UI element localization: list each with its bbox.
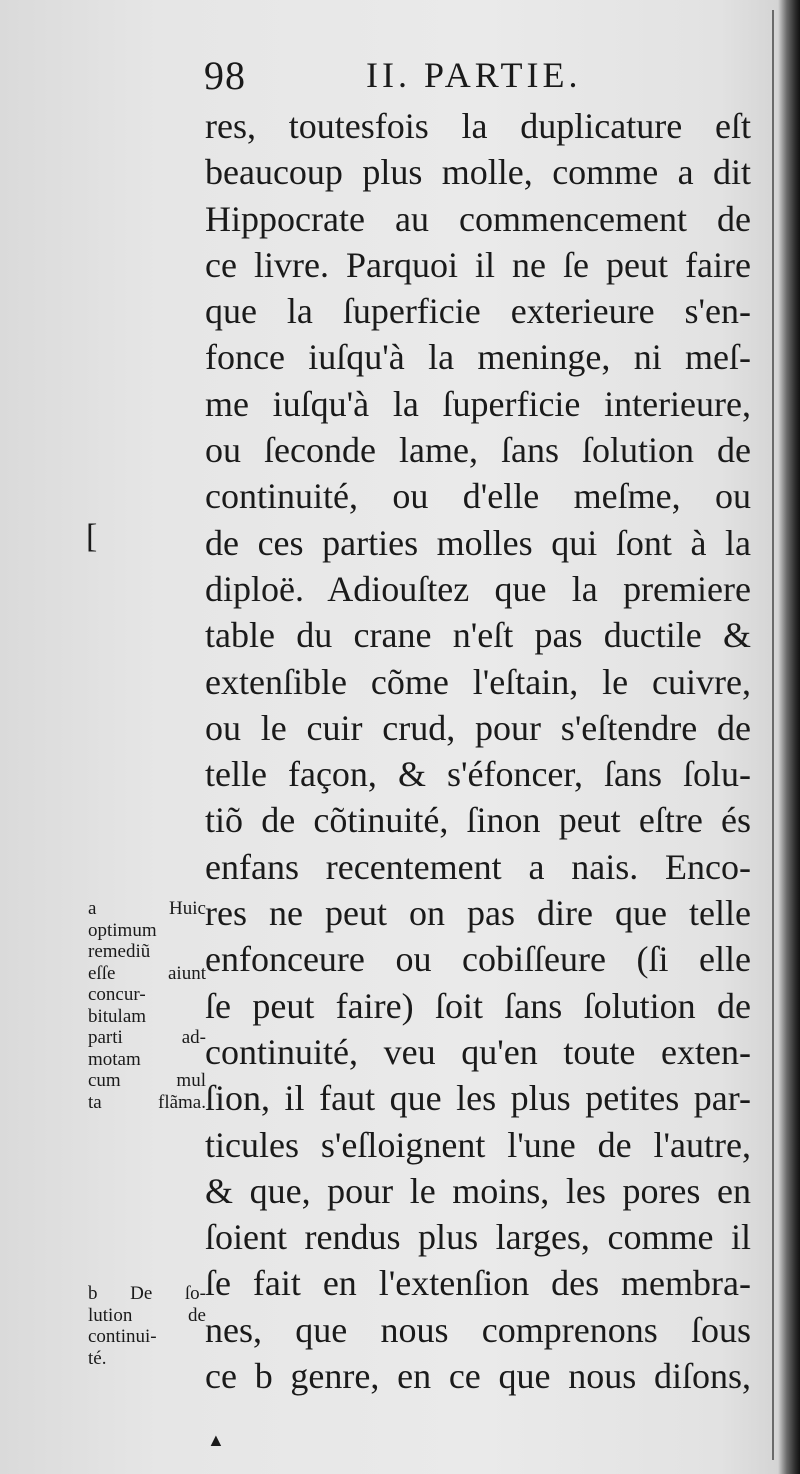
margin-note-b <box>88 1283 206 1369</box>
text-line: enfonceure ou cobiſſeure (ſi elle <box>205 939 751 980</box>
text-line: que la ſuperficie exterieure s'en- <box>205 291 751 332</box>
running-head: II. PARTIE. <box>366 55 582 95</box>
text-line: ſoient rendus plus larges, comme il <box>205 1217 751 1258</box>
text-line: ou ſeconde lame, ſans ſolution de <box>205 430 751 471</box>
text-line: res, toutesfois la duplicature eſt <box>205 106 751 146</box>
margin-note-line: remediũ <box>88 941 151 962</box>
text-line: res ne peut on pas dire que telle <box>205 893 751 934</box>
page-number: 98 <box>204 53 246 98</box>
footer-speck: ▲ <box>207 1430 225 1450</box>
binding-shadow <box>778 0 800 1474</box>
text-line: & que, pour le moins, les pores en <box>205 1170 751 1211</box>
text-line: continuité, ou d'elle meſme, ou <box>205 476 751 517</box>
margin-note-line: té. <box>88 1347 107 1369</box>
text-line: extenſible cõme l'eſtain, le cuivre, <box>205 661 751 702</box>
text-line: tiõ de cõtinuité, ſinon peut eſtre és <box>205 800 751 841</box>
text-line: fonce iuſqu'à la meninge, ni meſ- <box>205 337 751 378</box>
text-line: enfans recentement a nais. Enco- <box>205 846 751 887</box>
margin-note-line: parti ad- <box>88 1027 206 1048</box>
text-line: beaucoup plus molle, comme a dit <box>205 152 751 193</box>
margin-note-line: eſſe aiunt <box>88 962 206 984</box>
text-line: nes, que nous comprenons ſous <box>205 1309 751 1350</box>
text-line: de ces parties molles qui ſont à la <box>205 522 751 563</box>
marginal-bracket-mark: [ <box>86 518 98 555</box>
text-line: continuité, veu qu'en toute exten- <box>205 1031 751 1072</box>
text-line: ce b genre, en ce que nous diſons, <box>205 1356 751 1397</box>
margin-note-line: ta flãma. <box>88 1091 206 1113</box>
margin-note-line: lution de <box>88 1304 206 1326</box>
margin-note-line: motam <box>88 1048 141 1070</box>
text-line: ticules s'eſloignent l'une de l'autre, <box>205 1124 751 1165</box>
text-line: ou le cuir crud, pour s'eſtendre de <box>205 707 751 748</box>
body-text <box>205 103 751 1399</box>
margin-note-line: continui- <box>88 1326 157 1347</box>
text-line: telle façon, & s'éfoncer, ſans ſolu- <box>205 754 751 795</box>
text-line: ſe peut faire) ſoit ſans ſolution de <box>205 985 751 1026</box>
margin-note-line: concur- <box>88 984 146 1005</box>
text-line: diploë. Adiouſtez que la premiere <box>205 568 751 609</box>
margin-note-a <box>88 898 206 1113</box>
text-line: table du crane n'eſt pas ductile & <box>205 615 751 656</box>
text-line: ſe fait en l'extenſion des membra- <box>205 1263 751 1304</box>
margin-note-line: cum mul <box>88 1070 206 1091</box>
page-gutter-line <box>772 10 774 1460</box>
margin-note-line: b De ſo- <box>88 1283 206 1304</box>
margin-note-line: optimum <box>88 919 157 941</box>
text-line: ce livre. Parquoi il ne ſe peut faire <box>205 244 751 285</box>
text-line: ſion, il faut que les plus petites par- <box>205 1078 751 1119</box>
text-line: me iuſqu'à la ſuperficie interieure, <box>205 383 751 424</box>
margin-note-line: bitulam <box>88 1005 147 1027</box>
margin-note-line: a Huic <box>88 898 206 919</box>
text-line: Hippocrate au commencement de <box>205 198 751 239</box>
